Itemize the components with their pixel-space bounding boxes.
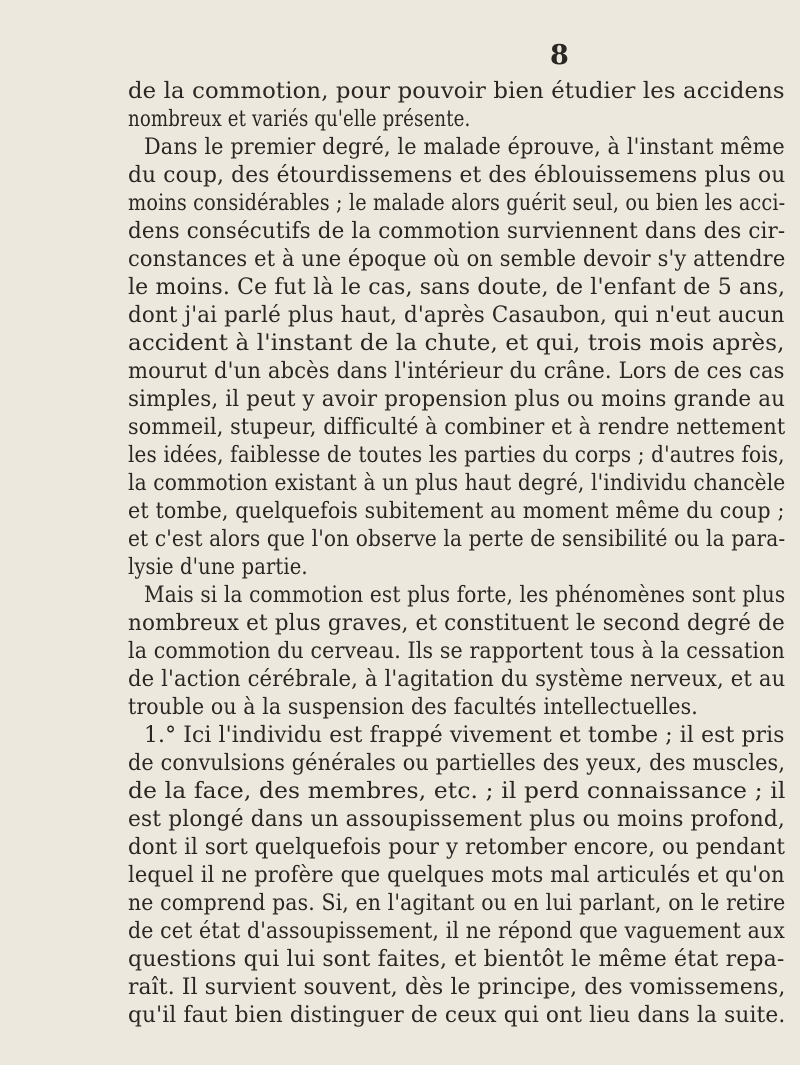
text-line: de cet état d'assoupissement, il ne répond que vaguement aux bbox=[128, 919, 785, 944]
text-line: et c'est alors que l'on observe la perte de sensibilité ou la para- bbox=[128, 527, 786, 552]
text-line: de convulsions générales ou partielles des yeux, des muscles, bbox=[128, 751, 786, 776]
text-line: accident à l'instant de la chute, et qui, trois mois après, bbox=[128, 331, 785, 356]
text-line: constances et à une époque où on semble devoir s'y attendre bbox=[128, 247, 786, 272]
text-line: moins considérables ; le malade alors guérit seul, ou bien les acci- bbox=[128, 191, 786, 216]
text-line: les idées, faiblesse de toutes les parties du corps ; d'autres fois, bbox=[128, 443, 785, 468]
text-line: questions qui lui sont faites, et bientôt le même état repa- bbox=[128, 947, 785, 972]
text-line: Dans le premier degré, le malade éprouve, à l'instant même bbox=[144, 135, 785, 160]
page-number: 8 bbox=[550, 40, 569, 71]
text-line: et tombe, quelquefois subitement au moment même du coup ; bbox=[128, 499, 785, 524]
text-line: lysie d'une partie. bbox=[128, 555, 308, 580]
text-line: trouble ou à la suspension des facultés intellectuelles. bbox=[128, 695, 698, 720]
text-line: Mais si la commotion est plus forte, les phénomènes sont plus bbox=[144, 583, 786, 608]
text-line: ne comprend pas. Si, en l'agitant ou en lui parlant, on le retire bbox=[128, 891, 786, 916]
text-line: de la face, des membres, etc. ; il perd connaissance ; il bbox=[128, 779, 786, 804]
text-line: sommeil, stupeur, difficulté à combiner et à rendre nettement bbox=[128, 415, 786, 440]
text-line: la commotion du cerveau. Ils se rapportent tous à la cessation bbox=[128, 639, 785, 664]
text-line: dens consécutifs de la commotion surviennent dans des cir- bbox=[128, 219, 786, 244]
text-line: 1.° Ici l'individu est frappé vivement et tombe ; il est pris bbox=[144, 723, 785, 748]
text-line: est plongé dans un assoupissement plus ou moins profond, bbox=[128, 807, 785, 832]
text-line: du coup, des étourdissemens et des éblouissemens plus ou bbox=[128, 163, 786, 188]
text-line: de l'action cérébrale, à l'agitation du système nerveux, et au bbox=[128, 667, 786, 692]
text-line: raît. Il survient souvent, dès le principe, des vomissemens, bbox=[128, 975, 786, 1000]
text-line: nombreux et plus graves, et constituent le second degré de bbox=[128, 611, 785, 636]
text-line: la commotion existant à un plus haut degré, l'individu chancèle bbox=[128, 471, 786, 496]
text-line: dont il sort quelquefois pour y retomber encore, ou pendant bbox=[128, 835, 786, 860]
text-line: de la commotion, pour pouvoir bien étudier les accidens bbox=[128, 79, 785, 104]
text-line: lequel il ne profère que quelques mots mal articulés et qu'on bbox=[128, 863, 785, 888]
text-line: nombreux et variés qu'elle présente. bbox=[128, 107, 471, 132]
text-line: le moins. Ce fut là le cas, sans doute, de l'enfant de 5 ans, bbox=[128, 275, 786, 300]
text-line: simples, il peut y avoir propension plus ou moins grande au bbox=[128, 387, 786, 412]
text-line: dont j'ai parlé plus haut, d'après Casaubon, qui n'eut aucun bbox=[128, 303, 785, 328]
text-line: qu'il faut bien distinguer de ceux qui ont lieu dans la suite. bbox=[128, 1003, 786, 1028]
text-line: mourut d'un abcès dans l'intérieur du crâne. Lors de ces cas bbox=[128, 359, 785, 384]
